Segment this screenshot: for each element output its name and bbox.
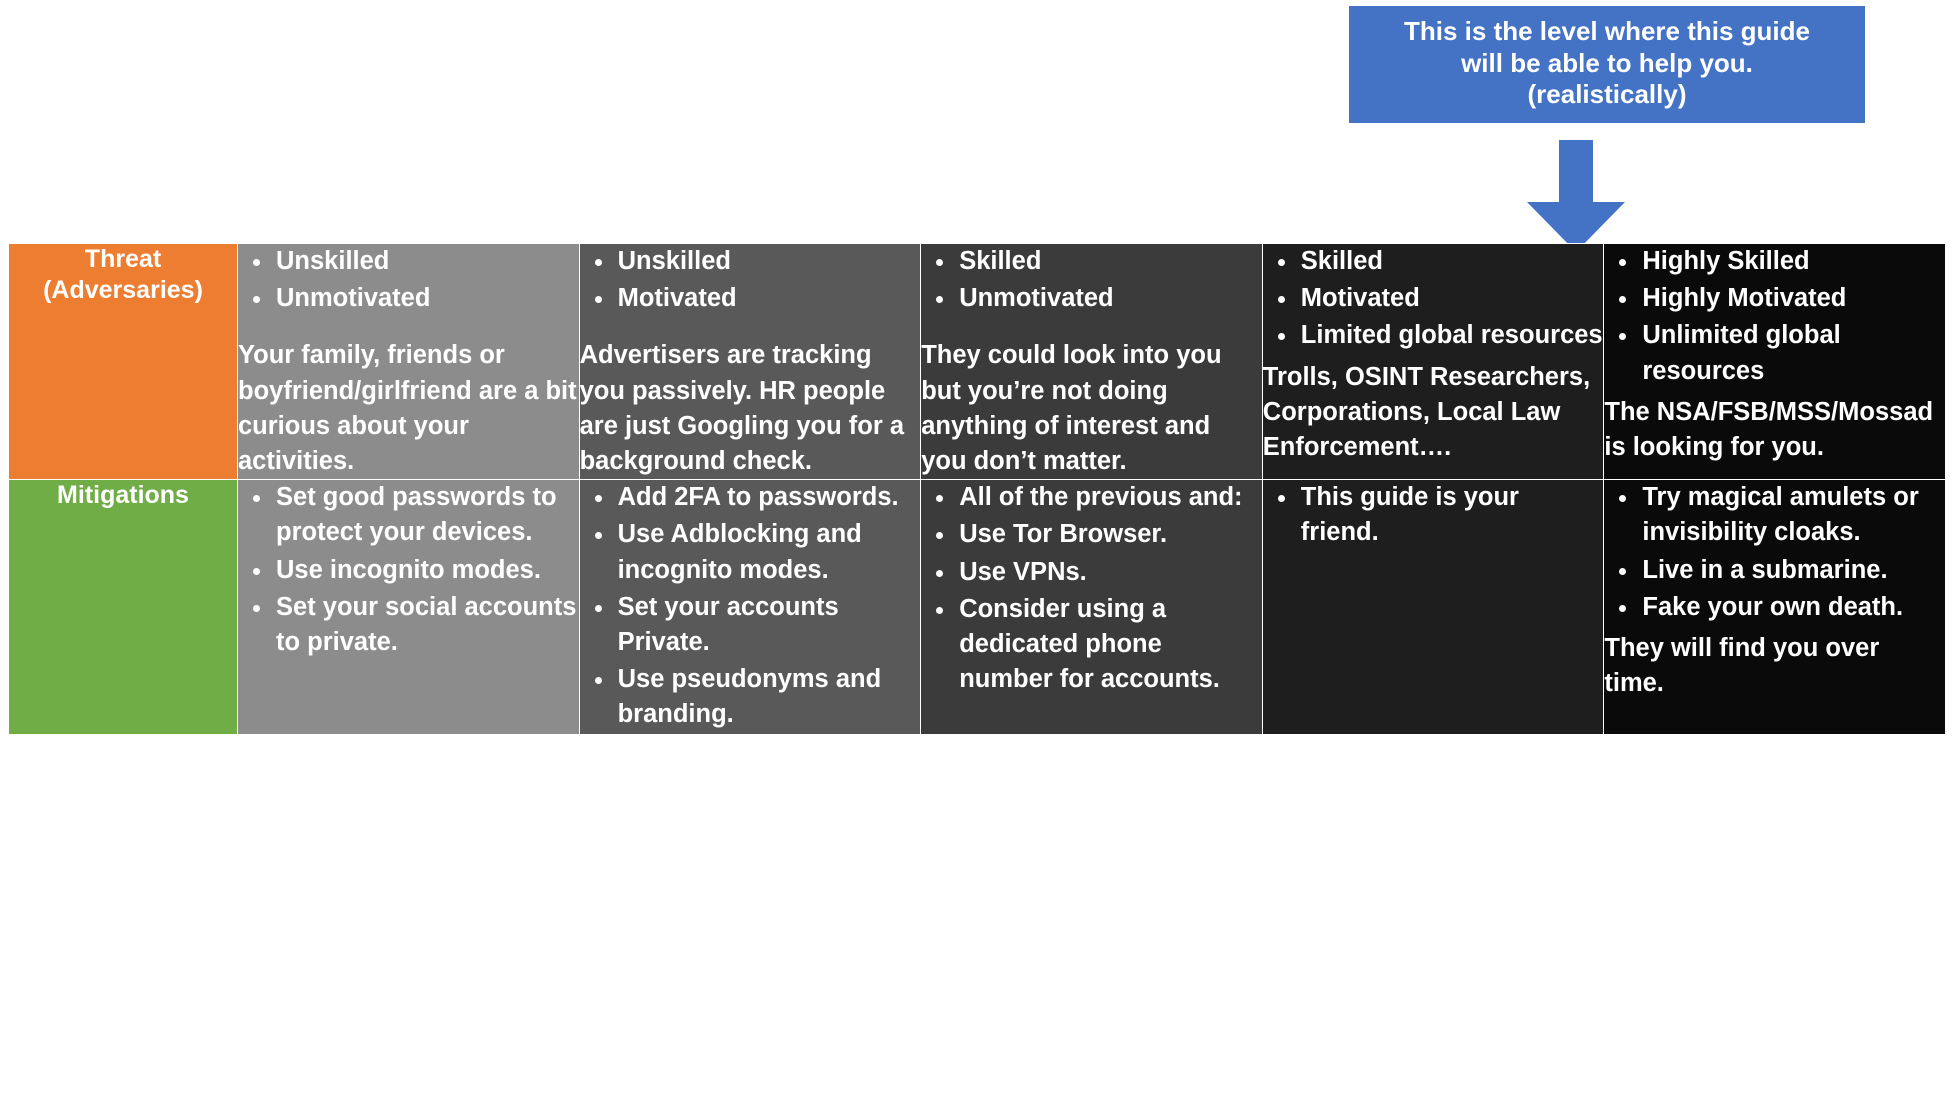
mitigation-cell-1 xyxy=(238,480,580,735)
mitigation-cell-5 xyxy=(1604,480,1946,735)
list-item: • Set your social accounts to private. xyxy=(274,590,579,660)
threat-model-matrix xyxy=(8,243,1946,735)
threat-bullets-4 xyxy=(1263,244,1604,354)
list-item: • This guide is your friend. xyxy=(1299,480,1604,550)
list-item: • Skilled xyxy=(1299,244,1604,279)
list-item: • Use incognito modes. xyxy=(274,553,579,588)
list-item: • Skilled xyxy=(957,244,1262,279)
list-item: • Unskilled xyxy=(616,244,921,279)
mitigation-bullets-2 xyxy=(580,480,921,732)
threat-bullets-1 xyxy=(238,244,579,316)
mitigation-bullets-3 xyxy=(921,480,1262,697)
list-item: • Unmotivated xyxy=(957,281,1262,316)
threat-bullets-5 xyxy=(1604,244,1945,389)
table-row-mitigations xyxy=(9,480,1946,735)
list-item: • Add 2FA to passwords. xyxy=(616,480,921,515)
threat-cell-5 xyxy=(1604,244,1946,480)
threat-bullets-3 xyxy=(921,244,1262,316)
mitigation-paragraph-5: They will find you over time. xyxy=(1604,633,1880,698)
list-item: • Motivated xyxy=(616,281,921,316)
threat-bullets-2 xyxy=(580,244,921,316)
list-item: • Unskilled xyxy=(274,244,579,279)
threat-cell-1 xyxy=(238,244,580,480)
callout-line-1: This is the level where this guide xyxy=(1404,16,1810,46)
down-arrow-icon xyxy=(1521,140,1631,252)
table-row-threat xyxy=(9,244,1946,480)
list-item: • Set your accounts Private. xyxy=(616,590,921,660)
list-item: • Limited global resources xyxy=(1299,318,1604,353)
row-label-threat: Threat (Adversaries) xyxy=(9,244,238,480)
mitigation-cell-2 xyxy=(579,480,921,735)
threat-cell-3 xyxy=(921,244,1263,480)
threat-paragraph-2: Advertisers are tracking you passively. HR people are just Googling you for a background check. xyxy=(579,341,905,475)
threat-cell-2 xyxy=(579,244,921,480)
list-item: • Unlimited global resources xyxy=(1640,318,1945,388)
mitigation-bullets-5 xyxy=(1604,480,1945,625)
callout-box xyxy=(1349,6,1865,123)
mitigation-bullets-1 xyxy=(238,480,579,660)
list-item: • Use Tor Browser. xyxy=(957,517,1262,552)
list-item: • Motivated xyxy=(1299,281,1604,316)
list-item: • Highly Skilled xyxy=(1640,244,1945,279)
list-item: • Use Adblocking and incognito modes. xyxy=(616,517,921,587)
threat-cell-4 xyxy=(1262,244,1604,480)
callout-line-2: will be able to help you. xyxy=(1461,47,1753,78)
list-item: • Use VPNs. xyxy=(957,555,1262,590)
list-item: • Highly Motivated xyxy=(1640,281,1945,316)
list-item: • Consider using a dedicated phone number for accounts. xyxy=(957,592,1262,698)
list-item: • Fake your own death. xyxy=(1640,590,1945,625)
mitigation-cell-3 xyxy=(921,480,1263,735)
callout-line-3: (realistically) xyxy=(1527,79,1687,110)
threat-paragraph-3: They could look into you but you’re not doing anything of interest and you don’t matter. xyxy=(921,341,1222,475)
list-item: • Use pseudonyms and branding. xyxy=(616,662,921,732)
list-item: • Set good passwords to protect your devices. xyxy=(274,480,579,550)
mitigation-bullets-4 xyxy=(1263,480,1604,550)
threat-paragraph-1: Your family, friends or boyfriend/girlfriend are a bit curious about your activities. xyxy=(238,341,577,475)
list-item: • Live in a submarine. xyxy=(1640,553,1945,588)
threat-paragraph-4: Trolls, OSINT Researchers, Corporations, Local Law Enforcement…. xyxy=(1262,362,1591,461)
threat-paragraph-5: The NSA/FSB/MSS/Mossad is looking for you. xyxy=(1604,397,1934,461)
list-item: • Try magical amulets or invisibility cloaks. xyxy=(1640,480,1945,550)
mitigation-cell-4 xyxy=(1262,480,1604,735)
row-label-mitigations: Mitigations xyxy=(9,480,238,735)
list-item: • Unmotivated xyxy=(274,281,579,316)
list-item: • All of the previous and: xyxy=(957,480,1262,515)
